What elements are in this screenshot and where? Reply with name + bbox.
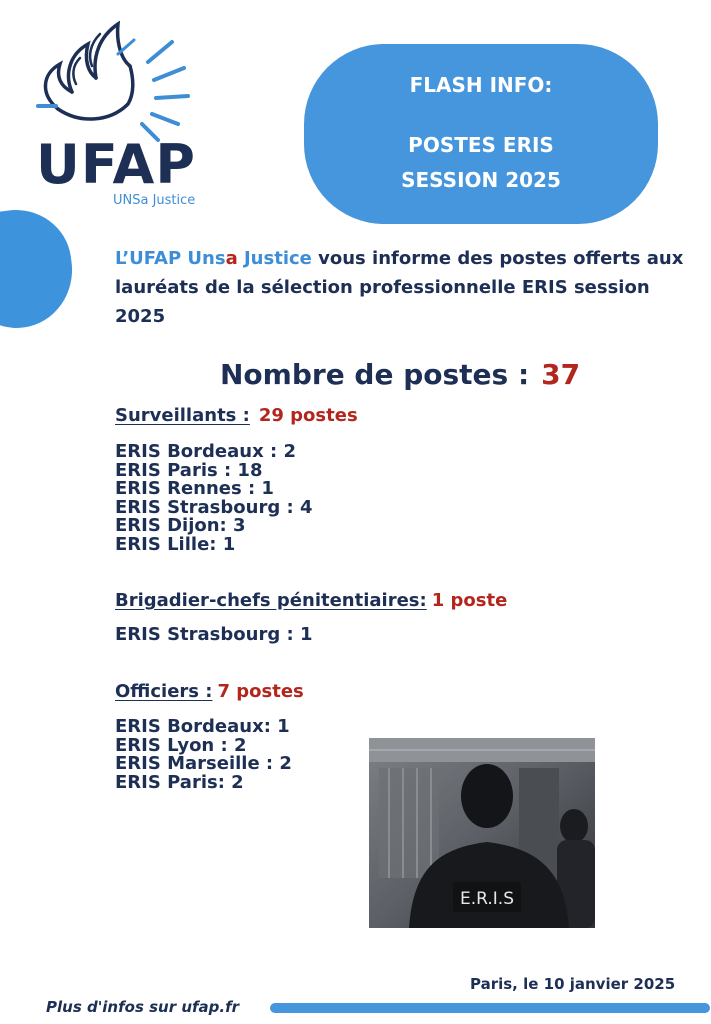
logo-wordmark: UFAP — [36, 133, 196, 196]
list-item: ERIS Lyon : 2 — [115, 734, 247, 756]
flash-info-banner — [304, 44, 658, 224]
eris-officer-photo — [369, 738, 595, 928]
list-item: ERIS Bordeaux : 2 — [115, 441, 296, 462]
flash-title: FLASH INFO: — [409, 73, 553, 97]
section-label: Officiers : — [115, 681, 213, 702]
list-item: ERIS Paris : 18 — [115, 459, 263, 481]
list-item: ERIS Marseille : 2 — [115, 753, 292, 774]
section-list-surveillants — [115, 443, 312, 554]
list-item: ERIS Rennes : 1 — [115, 478, 274, 499]
intro-paragraph — [115, 244, 695, 331]
section-label: Brigadier-chefs pénitentiaires: — [115, 590, 427, 611]
document-date: Paris, le 10 janvier 2025 — [470, 975, 676, 993]
total-label: Nombre de postes : — [220, 358, 530, 391]
decorative-blob — [0, 203, 80, 335]
section-count: 1 poste — [431, 590, 508, 611]
section-list-brigadier-chefs — [115, 626, 312, 645]
section-count: 7 postes — [217, 681, 304, 702]
list-item: ERIS Strasbourg : 4 — [115, 496, 313, 518]
list-item: ERIS Bordeaux: 1 — [115, 716, 290, 737]
list-item: ERIS Lille: 1 — [115, 533, 236, 555]
section-count: 29 postes — [258, 405, 358, 426]
footer-website-link[interactable]: Plus d'infos sur ufap.fr — [46, 998, 240, 1016]
list-item: ERIS Dijon: 3 — [115, 515, 246, 536]
eris-officer-illustration — [369, 738, 595, 928]
total-value: 37 — [541, 358, 581, 391]
section-label: Surveillants : — [115, 405, 250, 426]
intro-org-part3: Justice — [237, 248, 312, 269]
section-title-brigadier-chefs — [115, 590, 507, 611]
intro-text: vous informe des postes offerts aux lauréats de la sélection professionnelle ERIS session 2025 — [115, 248, 684, 327]
intro-org-part1: L’UFAP Uns — [115, 248, 226, 269]
intro-org-part2: a — [225, 248, 238, 269]
flash-subject: POSTES ERIS — [408, 133, 554, 157]
list-item: ERIS Paris: 2 — [115, 771, 244, 793]
vest-text: E.R.I.S — [460, 889, 514, 909]
flash-session: SESSION 2025 — [401, 168, 561, 192]
section-title-officiers — [115, 681, 304, 702]
footer-bar — [270, 1003, 710, 1013]
total-posts — [220, 358, 580, 391]
list-item: ERIS Strasbourg : 1 — [115, 624, 313, 645]
logo-subtitle: UNSa Justice — [113, 193, 196, 208]
section-list-officiers — [115, 718, 292, 792]
section-title-surveillants — [115, 405, 358, 426]
